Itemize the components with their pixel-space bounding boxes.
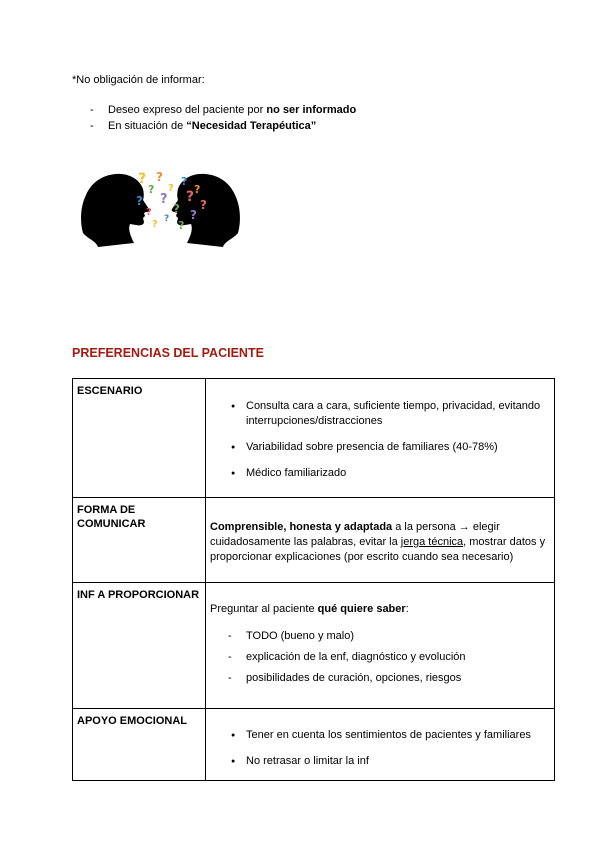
table-row bbox=[73, 583, 555, 709]
row-content bbox=[206, 498, 555, 583]
table-row bbox=[73, 709, 555, 781]
row-label: ESCENARIO bbox=[73, 379, 206, 498]
info-lead-end: : bbox=[405, 603, 409, 615]
question-mark-icon: ? bbox=[190, 208, 197, 222]
question-mark-icon: ? bbox=[146, 207, 152, 218]
question-mark-icon: ? bbox=[164, 214, 170, 224]
preferences-table bbox=[72, 378, 555, 781]
table-row bbox=[73, 379, 555, 498]
row-content bbox=[206, 379, 555, 498]
list-item: - explicación de la enf, diagnóstico y evolución bbox=[210, 650, 550, 665]
list-item: - TODO (bueno y malo) bbox=[210, 629, 550, 644]
question-mark-icon: ? bbox=[186, 189, 195, 205]
no-obligation-block bbox=[72, 72, 356, 134]
no-obligation-list bbox=[72, 102, 356, 134]
no-obligation-heading: *No obligación de informar: bbox=[72, 74, 205, 86]
info-lead bbox=[210, 602, 550, 617]
forma-underlined-term: jerga técnica bbox=[400, 536, 464, 548]
question-mark-icon: ? bbox=[136, 194, 143, 208]
forma-text-end: , mostrar datos y proporcionar explicaciones (por escrito cuando sea necesario) bbox=[210, 536, 546, 563]
list-item-bold: no ser informado bbox=[266, 104, 357, 116]
question-mark-icon: ? bbox=[173, 202, 180, 216]
question-mark-icon: ? bbox=[156, 170, 163, 184]
question-mark-icon: ? bbox=[200, 198, 207, 212]
row-label: FORMA DE COMUNICAR bbox=[73, 498, 206, 583]
question-mark-icon: ? bbox=[138, 171, 147, 187]
table-row bbox=[73, 498, 555, 583]
two-heads-question-marks-icon bbox=[78, 163, 243, 249]
question-mark-icon: ? bbox=[178, 219, 185, 232]
list-item: ● No retrasar o limitar la inf bbox=[210, 754, 550, 769]
row-content bbox=[206, 709, 555, 781]
question-mark-icon: ? bbox=[194, 183, 201, 196]
list-item bbox=[72, 118, 356, 134]
info-list bbox=[210, 629, 550, 686]
row-label: INF A PROPORCIONAR bbox=[73, 583, 206, 709]
list-item-text: En situación de bbox=[108, 120, 187, 132]
question-mark-icon: ? bbox=[181, 175, 188, 188]
list-item-bold: “Necesidad Terapéutica” bbox=[186, 120, 317, 132]
question-mark-icon: ? bbox=[152, 219, 158, 230]
question-mark-icon: ? bbox=[160, 192, 168, 207]
list-item bbox=[72, 102, 356, 118]
info-lead-bold: qué quiere saber bbox=[317, 603, 406, 615]
list-item: ● Consulta cara a cara, suficiente tiempo, privacidad, evitando interrupciones/distracciones bbox=[210, 399, 550, 429]
list-item: - posibilidades de curación, opciones, riesgos bbox=[210, 671, 550, 686]
escenario-list bbox=[210, 399, 550, 481]
section-title: PREFERENCIAS DEL PACIENTE bbox=[72, 346, 264, 360]
apoyo-list bbox=[210, 728, 550, 769]
forma-text: a la persona → elegir cuidadosamente las palabras, evitar la bbox=[210, 521, 500, 548]
question-mark-icon: ? bbox=[168, 183, 174, 194]
question-mark-icon: ? bbox=[148, 183, 155, 196]
row-label: APOYO EMOCIONAL bbox=[73, 709, 206, 781]
row-content bbox=[206, 583, 555, 709]
forma-paragraph bbox=[210, 520, 550, 565]
list-item: ● Médico familiarizado bbox=[210, 466, 550, 481]
list-item: ● Variabilidad sobre presencia de familiares (40-78%) bbox=[210, 440, 550, 455]
list-item: ● Tener en cuenta los sentimientos de pacientes y familiares bbox=[210, 728, 550, 743]
info-lead-text: Preguntar al paciente bbox=[210, 603, 318, 615]
forma-bold: Comprensible, honesta y adaptada bbox=[210, 521, 393, 533]
list-item-text: Deseo expreso del paciente por bbox=[108, 104, 267, 116]
